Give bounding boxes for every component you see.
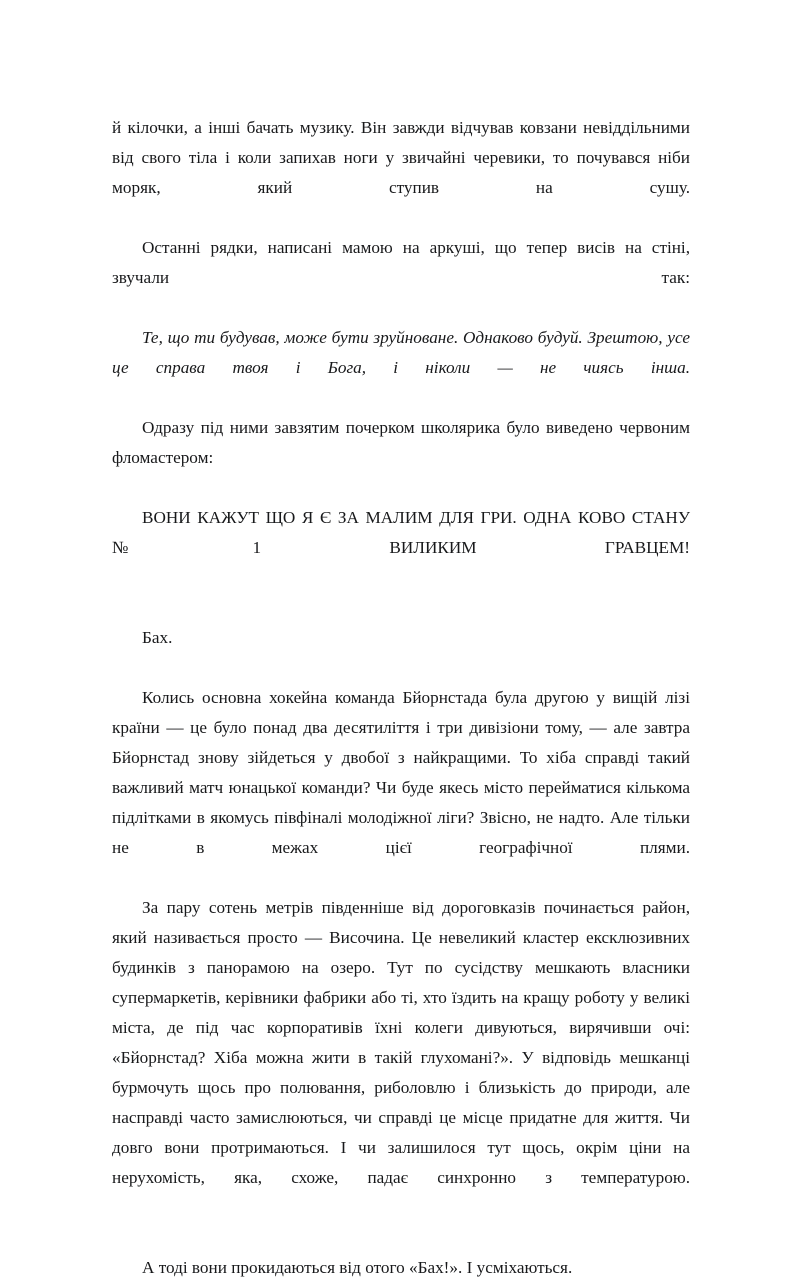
paragraph-break-spacer-before-closing <box>112 1223 690 1253</box>
paragraph-hockey-team-history: Колись основна хокейна команда Бйорнстада була другою у вищій лізі країни — це було понад два десятиліття і три дивізіони тому, — але завтра Бйорнстад знову зійдеться у двобої з найкращими. То хіба справді такий важливий матч юнацької команди? Чи буде якесь місто перейматися кількома підлітками в якомусь півфіналі молодіжної ліги? Звісно, не надто. Але тільки не в межах цієї географічної плями. <box>112 688 690 857</box>
paragraph-last-lines-intro: Останні рядки, написані мамою на аркуші, що тепер висів на стіні, звучали так: <box>112 238 690 287</box>
paragraph-mother-quote-italic: Те, що ти будував, може бути зруйноване. Однаково будуй. Зрештою, усе це справа твоя і Бога, і ніколи — не чиясь інша. <box>112 328 690 377</box>
paragraph-closing-bah: А тоді вони прокидаються від отого «Бах!». І усміхаються. <box>142 1258 573 1277</box>
paragraph-child-handwriting-uppercase: ВОНИ КАЖУТ ЩО Я Є ЗА МАЛИМ ДЛЯ ГРИ. ОДНА КОВО СТАНУ №1 ВИЛИКИМ ГРАВЦЕМ! <box>112 508 690 557</box>
body-text-column <box>112 113 690 1283</box>
paragraph-red-marker-intro: Одразу під ними завзятим почерком школярика було виведено червоним фломастером: <box>112 418 690 467</box>
paragraph-opening-continuation: й кілочки, а інші бачать музику. Він завжди відчував ковзани невіддільними від свого тіла і коли запихав ноги у звичайні черевики, то почувався ніби моряк, який ступив на сушу. <box>112 118 690 197</box>
paragraph-break-spacer-after-bah <box>112 653 690 683</box>
paragraph-bah: Бах. <box>142 628 173 647</box>
paragraph-break-spacer-before-bah <box>112 593 690 623</box>
paragraph-vysochyna-district: За пару сотень метрів південніше від дороговказів починається район, який називається просто — Височина. Це невеликий кластер ексклюзивних будинків з панорамою на озеро. Тут по сусідству мешкають власники супермаркетів, керівники фабрики або ті, хто їздить на кращу роботу у великі міста, де під час корпоративів їхні колеги дивуються, вирячивши очі: «Бйорнстад? Хіба можна жити в такій глухомані?». У відповідь мешканці бурмочуть щось про полювання, риболовлю і близькість до природи, але насправді часто замислюються, чи справді це місце придатне для життя. Чи довго вони протримаються. І чи залишилося тут щось, окрім ціни на нерухомість, яка, схоже, падає синхронно з температурою. <box>112 898 690 1187</box>
